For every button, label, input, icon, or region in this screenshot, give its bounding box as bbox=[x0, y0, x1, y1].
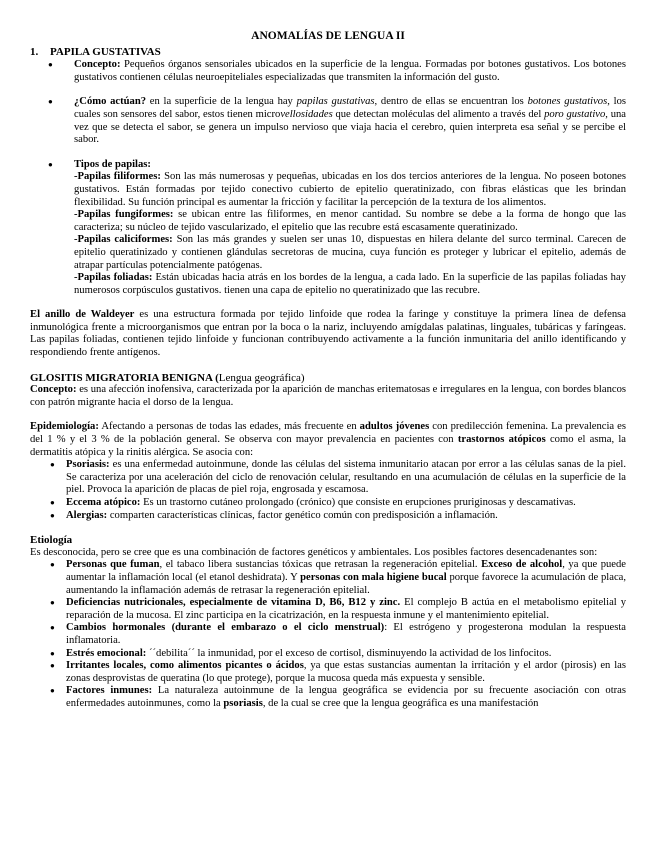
epi-label: Epidemiología: bbox=[30, 421, 99, 433]
asocia-text: comparten características clínicas, factor genético común con predisposición a inflamación. bbox=[107, 509, 498, 521]
etiologia-item: ● Cambios hormonales (durante el embarazo o el ciclo menstrual): El estrógeno y progesterona modulan la respuesta inflamatoria. bbox=[30, 622, 626, 647]
tipo-text: Son las más numerosas y pequeñas, ubicadas en los dos tercios anteriores de la lengua. No poseen botones gustativos. Están formadas por tejido conectivo cubierto de epitelio queratinizado, con fibras elásticas que les brindan flexibilidad. Su función principal es aumentar la fricción y facilitar la percepción de la textura de los alimentos. bbox=[74, 171, 626, 208]
section-title: PAPILA GUSTATIVAS bbox=[50, 45, 161, 58]
etiologia-item: ● Personas que fuman, el tabaco libera sustancias tóxicas que retrasan la regeneración epitelial. Exceso de alcohol, ya que puede aumentar la inflamación local (el etanol deshidrata). Y personas con mala higiene bucal porque favorece la acumulación de placa, aumentando la inflamación además de retrasar la regeneración epitelial. bbox=[30, 559, 626, 597]
epi-text-1: Afectando a personas de todas las edades, más frecuente en bbox=[98, 421, 360, 433]
concepto-label: Concepto: bbox=[74, 59, 121, 71]
tipo-label: -Papilas fungiformes: bbox=[74, 209, 174, 221]
glositis-concepto-label: Concepto: bbox=[30, 384, 77, 396]
tipo-caliciformes bbox=[74, 234, 626, 272]
asocia-text: Es un trastorno cutáneo prolongado (crónico) que consiste en erupciones pruriginosas y descamativas. bbox=[140, 497, 576, 508]
tipo-label: -Papilas foliadas: bbox=[74, 272, 153, 284]
tipo-fungiformes bbox=[74, 209, 626, 234]
epi-bold-1: adultos jóvenes bbox=[359, 421, 430, 433]
waldeyer-paragraph bbox=[30, 309, 626, 359]
section-number: 1. bbox=[30, 45, 39, 58]
tipo-filiformes bbox=[74, 171, 626, 209]
asocia-label: Psoriasis: bbox=[66, 459, 110, 471]
waldeyer-text: es una estructura formada por tejido linfoide que rodea la faringe y constituye la primera línea de defensa inmunológica frente a microorganismos que entran por la boca o la nariz, incluyendo amígdalas palatinas, linguales, tubáricas y faríngeas. Las papilas foliadas, contienen tejido linfoide y funcionan contribuyendo activamente a la función inmunitaria del anillo identificando y respondiendo frente antígenos. bbox=[30, 309, 627, 359]
glositis-concepto-text: es una afección inofensiva, caracterizada por la aparición de manchas eritematosas e irregulares en la lengua, con bordes blancos con patrón migrante hacia el dorso de la lengua. bbox=[30, 384, 626, 408]
asocia-list bbox=[30, 459, 626, 522]
como-label: ¿Cómo actúan? bbox=[74, 96, 147, 108]
asocia-item-psoriasis bbox=[30, 459, 626, 497]
etiologia-item: ● Deficiencias nutricionales, especialmente de vitamina D, B6, B12 y zinc. El complejo B actúa en el metabolismo epitelial y reparación de la mucosa. El zinc participa en la cicatrización, en la respuesta inmune y el mantenimiento epitelial. bbox=[30, 597, 626, 622]
como-italic-3: vellosidades bbox=[280, 108, 333, 120]
como-item bbox=[30, 96, 626, 146]
glositis-heading-text: GLOSITIS MIGRATORIA BENIGNA ( bbox=[30, 371, 219, 384]
glositis-concepto bbox=[30, 384, 626, 409]
asocia-label: Alergias: bbox=[66, 509, 108, 521]
document-page bbox=[30, 30, 626, 711]
etiologia-item: ● Estrés emocional: ´´debilita´´ la inmunidad, por el exceso de cortisol, disminuyendo la actividad de los linfocitos. bbox=[30, 648, 626, 661]
papilas-list bbox=[30, 59, 626, 84]
tipo-label: -Papilas filiformes: bbox=[74, 171, 161, 183]
etiologia-intro: Es desconocida, pero se cree que es una combinación de factores genéticos y ambientales. Los posibles factores desencadenantes son: bbox=[30, 546, 598, 558]
tipo-text: Están ubicadas hacia atrás en los bordes de la lengua, a cada lado. En la superficie de las papilas foliadas hay numerosos corpúsculos gustativos. tienen una capa de epitelio no queratinizado que las recubre. bbox=[74, 272, 626, 296]
como-list bbox=[30, 96, 626, 146]
como-italic-4: poro gustativo bbox=[544, 108, 606, 120]
como-text-1: en la superficie de la lengua hay bbox=[146, 96, 297, 108]
epi-text-3: como el asma, la dermatitis atópica y la rinitis alérgica. Se asocia con: bbox=[30, 434, 627, 458]
document-title: ANOMALÍAS DE LENGUA II bbox=[251, 30, 405, 42]
tipo-text: se ubican entre las filiformes, en menor cantidad. Su nombre se debe a la forma de hongo que las caracteriza; su núcleo de tejido vascularizado, el epitelio que las recubre está escasamente queratinizado. bbox=[74, 209, 626, 233]
tipo-text: Son las más grandes y suelen ser unas 10, dispuestas en hilera delante del surco terminal. Carecen de epitelio queratinizado y contienen glándulas secretoras de mucina, cuya función es proteger y lubricar el epitelio, además de atrapar partículas potencialmente patógenas. bbox=[74, 234, 626, 271]
glositis-heading-paren: Lengua geográfica) bbox=[218, 371, 305, 384]
como-text-4: que detectan moléculas del alimento a través del bbox=[332, 108, 545, 120]
etiologia-item: ● Factores inmunes: La naturaleza autoinmune de la lengua geográfica se evidencia por su frecuente asociación con otras enfermedades autoinmunes, como la psoriasis, de la cual se cree que la lengua geográfica es una manifestación bbox=[30, 685, 626, 710]
waldeyer-label: El anillo de Waldeyer bbox=[30, 309, 135, 321]
tipos-list bbox=[30, 159, 626, 298]
etiologia-list bbox=[30, 559, 626, 710]
epi-text-2: con predilección femenina. La prevalencia es del 1 % y el 3 % de la población general. Se observa con mayor prevalencia en pacientes con bbox=[30, 421, 626, 446]
tipos-item bbox=[30, 159, 626, 298]
asocia-text: es una enfermedad autoinmune, donde las células del sistema inmunitario atacan por error a las células sanas de la piel. Se caracteriza por una aceleración del ciclo de renovación celular, resultando en una acumulación de células en la superficie de la piel. Provoca la aparición de placas de piel roja, engrosada y escamosa. bbox=[66, 459, 626, 496]
section-heading-papilas bbox=[30, 46, 626, 59]
epidemiologia-paragraph bbox=[30, 421, 626, 459]
como-text-2: , dentro de ellas se encuentran los bbox=[374, 96, 528, 108]
como-italic-1: papilas gustativas bbox=[296, 96, 375, 108]
concepto-text: Pequeños órganos sensoriales ubicados en la superficie de la lengua. Formadas por botones gustativos. Los botones gustativos contienen células neuroepiteliales especializadas que transmiten la información del gusto. bbox=[74, 59, 626, 83]
concepto-item bbox=[30, 59, 626, 84]
epi-bold-2: trastornos atópicos bbox=[457, 434, 546, 446]
tipo-label: -Papilas caliciformes: bbox=[74, 234, 173, 246]
etiologia-item: ● Irritantes locales, como alimentos picantes o ácidos, ya que estas sustancias aumentan la irritación y el ardor (pirosis) en las zonas desprovistas de queratina (lo que protege), porque la mucosa queda más expuesta y sensible. bbox=[30, 660, 626, 685]
etiologia-heading: Etiología bbox=[30, 534, 73, 547]
tipo-foliadas bbox=[74, 272, 626, 297]
asocia-label: Eccema atópico: bbox=[66, 497, 141, 508]
asocia-item-eccema bbox=[30, 497, 626, 510]
asocia-item-alergias bbox=[30, 510, 626, 523]
como-italic-2: botones gustativos bbox=[527, 96, 608, 108]
como-text-5: , una vez que se detecta el sabor, se genera un impulso nervioso que viaja hacia el cerebro, quien interpreta esa señal y se percibe el sabor. bbox=[74, 108, 627, 146]
como-text-3: , los cuales son sensores del sabor, estos tienen micro bbox=[74, 96, 626, 120]
glositis-heading bbox=[30, 372, 626, 385]
tipos-label: Tipos de papilas: bbox=[74, 158, 151, 170]
